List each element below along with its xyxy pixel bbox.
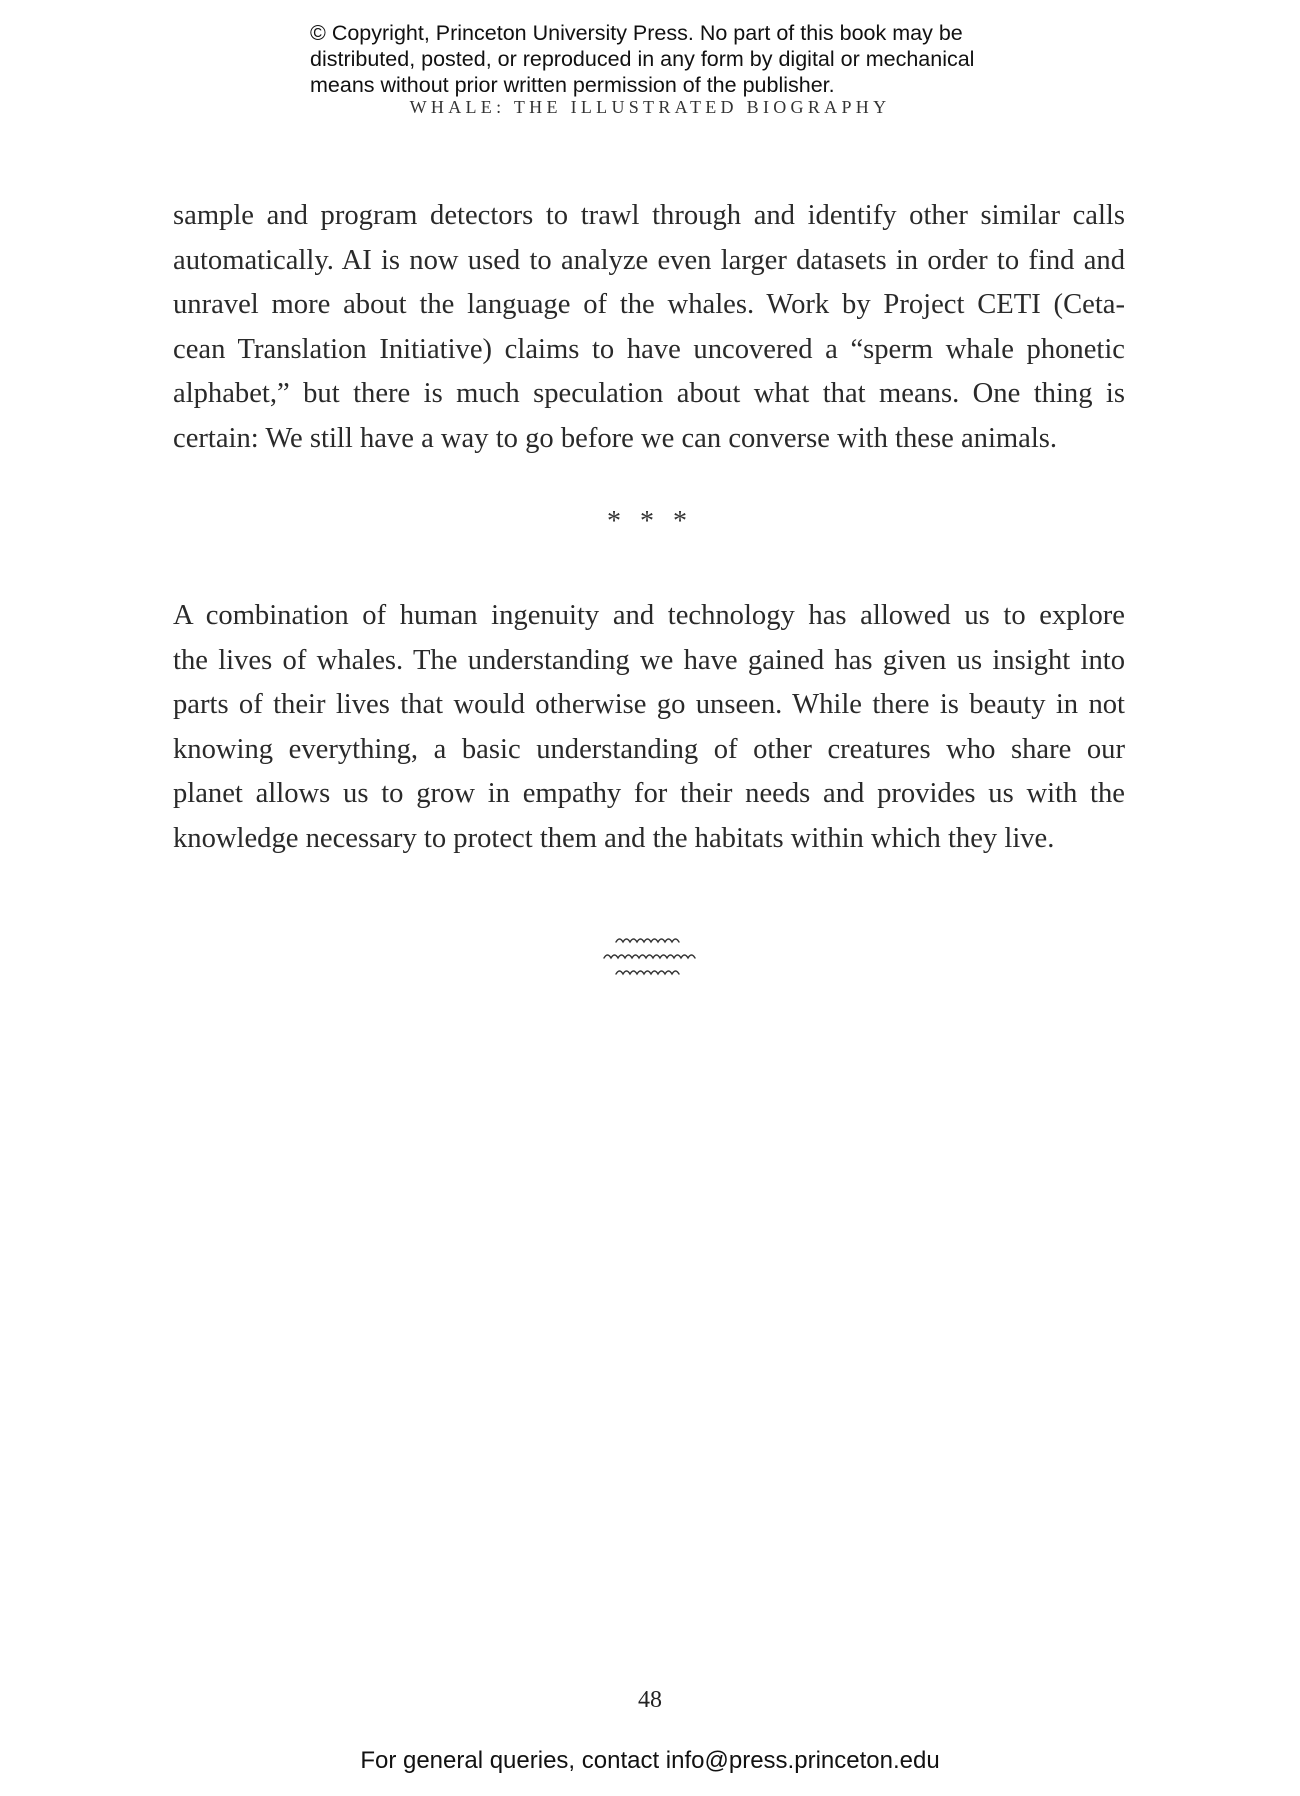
running-head: WHALE: THE ILLUSTRATED BIOGRAPHY xyxy=(409,97,891,117)
footer-contact: For general queries, contact info@press.princeton.edu xyxy=(360,1747,940,1774)
text-line: certain: We still have a way to go before we can converse with these animals. xyxy=(173,422,1058,454)
copyright-line: © Copyright, Princeton University Press. No part of this book may be xyxy=(310,21,963,45)
text-line: sample and program detectors to trawl through and identify other similar calls xyxy=(173,200,1125,231)
copyright-line: distributed, posted, or reproduced in any form by digital or mechanical xyxy=(310,47,975,71)
text-line: cean Translation Initiative) claims to have uncovered a “sperm whale phonetic xyxy=(173,333,1125,365)
text-line: knowledge necessary to protect them and the habitats within which they live. xyxy=(173,822,1055,854)
section-break: * * * xyxy=(607,506,693,537)
text-line: knowing everything, a basic understanding of other creatures who share our xyxy=(173,733,1125,765)
text-line: automatically. AI is now used to analyze even larger datasets in order to find and xyxy=(173,244,1125,276)
copyright-notice xyxy=(310,20,1030,98)
text-line: the lives of whales. The understanding we have gained has given us insight into xyxy=(173,644,1125,676)
text-line: alphabet,” but there is much speculation about what that means. One thing is xyxy=(173,378,1125,409)
waves-icon xyxy=(600,930,700,986)
body-paragraph xyxy=(173,194,1125,461)
text-line: A combination of human ingenuity and technology has allowed us to explore xyxy=(173,600,1125,631)
body-paragraph xyxy=(173,594,1125,861)
page-number: 48 xyxy=(638,1687,662,1713)
copyright-line: means without prior written permission of the publisher. xyxy=(310,73,835,97)
text-line: unravel more about the language of the whales. Work by Project CETI (Ceta- xyxy=(173,289,1125,320)
text-line: planet allows us to grow in empathy for their needs and provides us with the xyxy=(173,778,1125,809)
text-line: parts of their lives that would otherwise go unseen. While there is beauty in not xyxy=(173,689,1125,720)
